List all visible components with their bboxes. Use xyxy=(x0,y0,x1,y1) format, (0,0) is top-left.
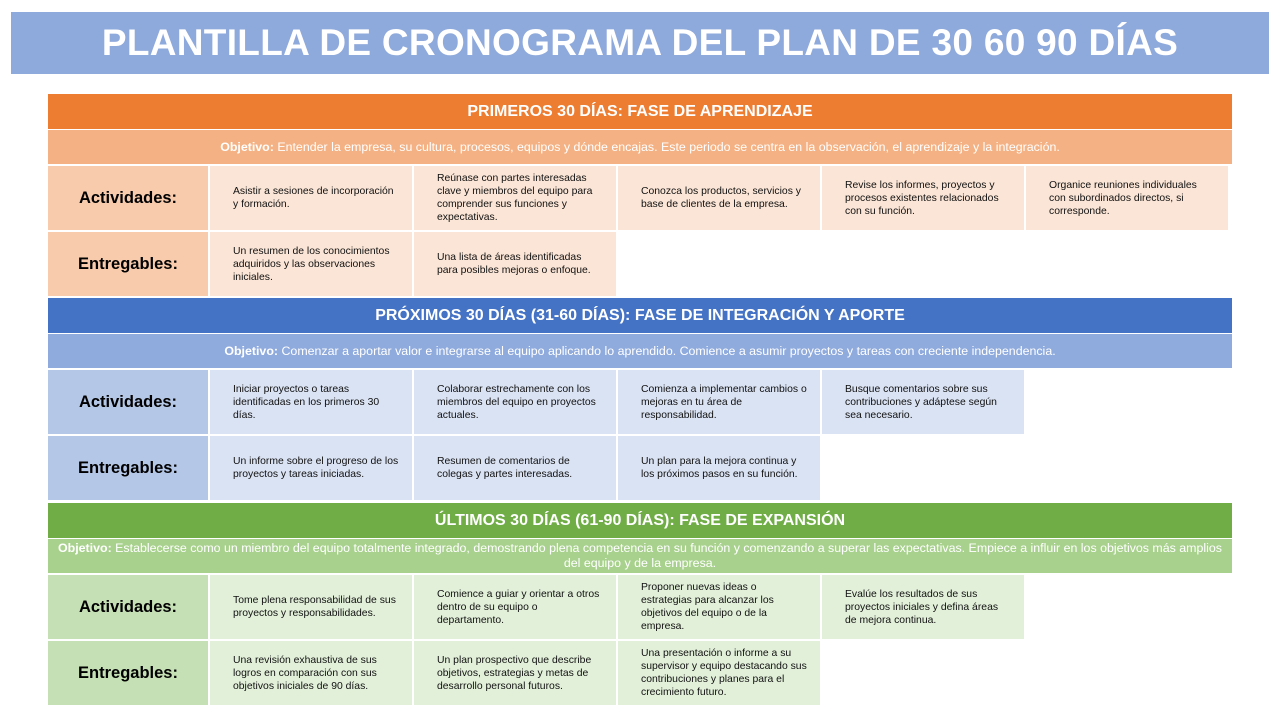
activity-cell: Tome plena responsabilidad de sus proyectos y responsabilidades. xyxy=(210,575,412,639)
phase-3-section xyxy=(48,503,1232,705)
deliverable-cell: Una revisión exhaustiva de sus logros en comparación con sus objetivos iniciales de 90 días. xyxy=(210,641,412,705)
deliverable-cell: Una lista de áreas identificadas para posibles mejoras o enfoque. xyxy=(414,232,616,296)
activities-row xyxy=(48,370,1232,434)
deliverable-cell: Una presentación o informe a su supervisor y equipo destacando sus contribuciones y planes para el crecimiento futuro. xyxy=(618,641,820,705)
objective-label: Objetivo: xyxy=(224,343,279,358)
activity-cell: Busque comentarios sobre sus contribuciones y adáptese según sea necesario. xyxy=(822,370,1024,434)
page-title: PLANTILLA DE CRONOGRAMA DEL PLAN DE 30 60 90 DÍAS xyxy=(11,12,1269,74)
deliverable-cell: Un resumen de los conocimientos adquiridos y las observaciones iniciales. xyxy=(210,232,412,296)
activity-cell: Revise los informes, proyectos y procesos existentes relacionados con su función. xyxy=(822,166,1024,230)
phase-1-title: PRIMEROS 30 DÍAS: FASE DE APRENDIZAJE xyxy=(48,94,1232,129)
deliverables-row xyxy=(48,232,1232,296)
phase-2-objective xyxy=(48,334,1232,368)
activities-row xyxy=(48,166,1232,230)
objective-text: Establecerse como un miembro del equipo totalmente integrado, demostrando plena competencia en su función y comenzando a superar las expectativas. Empiece a influir en los objetivos más amplios del equipo y de la empresa. xyxy=(111,541,1222,570)
phase-3-title: ÚLTIMOS 30 DÍAS (61-90 DÍAS): FASE DE EXPANSIÓN xyxy=(48,503,1232,538)
activity-cell: Organice reuniones individuales con subordinados directos, si corresponde. xyxy=(1026,166,1228,230)
deliverables-label: Entregables: xyxy=(48,641,208,705)
activities-label: Actividades: xyxy=(48,370,208,434)
phase-3-objective xyxy=(48,539,1232,573)
activities-label: Actividades: xyxy=(48,575,208,639)
activities-label: Actividades: xyxy=(48,166,208,230)
objective-text: Entender la empresa, su cultura, procesos, equipos y dónde encajas. Este periodo se centra en la observación, el aprendizaje y la integración. xyxy=(273,139,1060,154)
deliverable-cell: Un informe sobre el progreso de los proyectos y tareas iniciadas. xyxy=(210,436,412,500)
phase-1-objective xyxy=(48,130,1232,164)
deliverables-row xyxy=(48,436,1232,500)
deliverable-cell: Un plan para la mejora continua y los próximos pasos en su función. xyxy=(618,436,820,500)
activity-cell: Comience a guiar y orientar a otros dentro de su equipo o departamento. xyxy=(414,575,616,639)
deliverable-cell: Un plan prospectivo que describe objetivos, estrategias y metas de desarrollo personal futuros. xyxy=(414,641,616,705)
activities-row xyxy=(48,575,1232,639)
deliverable-cell: Resumen de comentarios de colegas y partes interesadas. xyxy=(414,436,616,500)
activity-cell: Asistir a sesiones de incorporación y formación. xyxy=(210,166,412,230)
activity-cell: Reúnase con partes interesadas clave y miembros del equipo para comprender sus funciones y expectativas. xyxy=(414,166,616,230)
activity-cell: Iniciar proyectos o tareas identificadas en los primeros 30 días. xyxy=(210,370,412,434)
deliverables-label: Entregables: xyxy=(48,232,208,296)
deliverables-label: Entregables: xyxy=(48,436,208,500)
activity-cell: Proponer nuevas ideas o estrategias para alcanzar los objetivos del equipo o de la empresa. xyxy=(618,575,820,639)
activity-cell: Comienza a implementar cambios o mejoras en tu área de responsabilidad. xyxy=(618,370,820,434)
activity-cell: Evalúe los resultados de sus proyectos iniciales y defina áreas de mejora continua. xyxy=(822,575,1024,639)
phase-2-title: PRÓXIMOS 30 DÍAS (31-60 DÍAS): FASE DE INTEGRACIÓN Y APORTE xyxy=(48,298,1232,333)
objective-text: Comenzar a aportar valor e integrarse al equipo aplicando lo aprendido. Comience a asumir proyectos y tareas con creciente independencia. xyxy=(278,343,1056,358)
activity-cell: Colaborar estrechamente con los miembros del equipo en proyectos actuales. xyxy=(414,370,616,434)
objective-label: Objetivo: xyxy=(220,139,274,154)
phase-1-section xyxy=(48,94,1232,296)
activity-cell: Conozca los productos, servicios y base de clientes de la empresa. xyxy=(618,166,820,230)
phase-2-section xyxy=(48,298,1232,500)
deliverables-row xyxy=(48,641,1232,705)
objective-label: Objetivo: xyxy=(58,541,112,555)
